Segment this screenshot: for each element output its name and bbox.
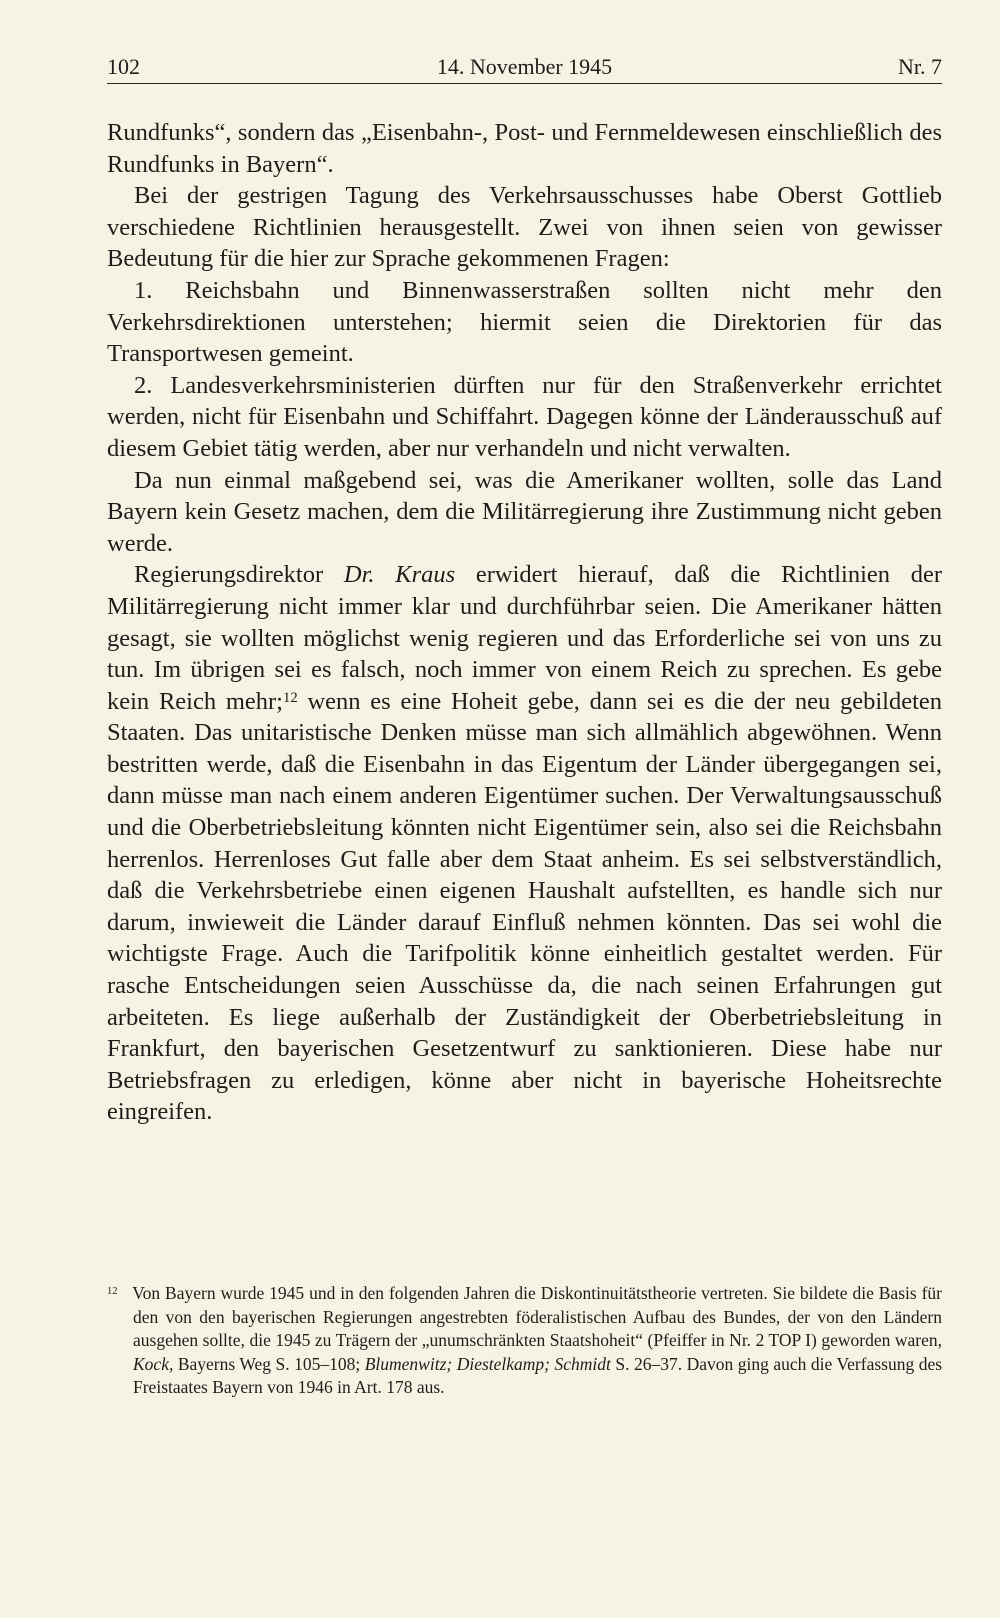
- speaker-name: Dr. Kraus: [343, 561, 456, 589]
- speaker-title: Regierungsdirektor: [134, 561, 324, 589]
- header-rule: [107, 83, 942, 84]
- footnote-text-part1: Von Bayern wurde 1945 und in den folgenden Jahren die Diskontinuitätstheorie vertreten. Sie bildete die Basis für den von den bayerischen Regierungen angestrebten föderalistischen Aufbau des Bundes, der von den Ländern ausgehen sollte, die 1945 zu Trägern der „unumschränkten Staatshoheit“ (Pfeiffer in Nr. 2 TOP I) geworden waren,: [132, 1283, 942, 1351]
- kraus-text-part2: wenn es eine Hoheit gebe, dann sei es die der neu gebildeten Staaten. Das unitaristische Denken müsse man sich allmählich abgewöhnen. Wenn bestritten werde, daß die Eisenbahn in das Eigentum der Länder übergegangen sei, dann müsse man nach einem anderen Eigentümer suchen. Der Verwaltungsausschuß und die Oberbetriebsleitung könnten nicht Eigentümer sein, also sei die Reichsbahn herrenlos. Herrenloses Gut falle aber dem Staat anheim. Es sei selbstverständlich, daß die Verkehrsbetriebe einen eigenen Haushalt aufstellten, es handle sich nur darum, inwieweit die Länder darauf Einfluß nehmen könnten. Das sei wohl die wichtigste Frage. Auch die Tarifpolitik könne einheitlich gestaltet werden. Für rasche Entscheidungen seien Ausschüsse da, die nach seinen Erfahrungen gut arbeiteten. Es liege außerhalb der Zuständigkeit der Oberbetriebsleitung in Frankfurt, den bayerischen Gesetzentwurf zu sanktionieren. Diese habe nur Betriebsfragen zu erledigen, könne aber nicht in bayerische Hoheitsrechte eingreifen.: [107, 687, 943, 1126]
- citation-kock: Kock,: [133, 1353, 174, 1374]
- footnote-reference[interactable]: 12: [283, 690, 298, 707]
- paragraph-point-2: 2. Landesverkehrsministerien dürften nur für den Straßenverkehr errichtet werden, nicht für Eisenbahn und Schiffahrt. Dagegen könne der Länderausschuß auf diesem Gebiet tätig werden, aber nur verhandeln und nicht verwalten.: [107, 371, 942, 462]
- paragraph-americans: Da nun einmal maßgebend sei, was die Amerikaner wollten, solle das Land Bayern kein Gesetz machen, dem die Militärregierung ihre Zustimmung nicht geben werde.: [107, 466, 942, 557]
- document-number: Nr. 7: [898, 54, 942, 79]
- running-header: [107, 50, 942, 84]
- header-date: 14. November 1945: [436, 54, 613, 79]
- kraus-text-part1: erwidert hierauf, daß die Richtlinien der Militärregierung nicht immer klar und durchführbar seien. Die Amerikaner hätten gesagt, sie wollten möglichst wenig regieren und das Erforderliche sei von uns zu tun. Im übrigen sei es falsch, noch immer von einem Reich zu sprechen. Es gebe kein Reich mehr;: [107, 561, 942, 715]
- footnote-text-part2: Bayerns Weg S. 105–108;: [177, 1353, 361, 1374]
- footnote-text-part3: S. 26–37. Davon ging auch die Verfassung des Freistaates Bayern von 1946 in Art. 178 aus.: [133, 1353, 943, 1398]
- body-text: [107, 117, 942, 1128]
- page-number: 102: [107, 54, 140, 79]
- paragraph-continuation: Rundfunks“, sondern das „Eisenbahn-, Post- und Fernmeldewesen einschließlich des Rundfunks in Bayern“.: [107, 119, 942, 178]
- footnote-number: 12: [107, 1286, 118, 1298]
- paragraph-kraus: [107, 559, 942, 1128]
- citation-authors: Blumenwitz; Diestelkamp; Schmidt: [364, 1353, 611, 1374]
- footnote-text: [107, 1282, 942, 1400]
- paragraph-point-1: 1. Reichsbahn und Binnenwasserstraßen sollten nicht mehr den Verkehrsdirektionen unterstehen; hiermit seien die Direktorien für das Transportwesen gemeint.: [107, 276, 942, 368]
- paragraph-guidelines: Bei der gestrigen Tagung des Verkehrsausschusses habe Oberst Gottlieb verschiedene Richtlinien herausgestellt. Zwei von ihnen seien von gewisser Bedeutung für die hier zur Sprache gekommenen Fragen:: [107, 182, 942, 273]
- footnote-12: [107, 1282, 942, 1400]
